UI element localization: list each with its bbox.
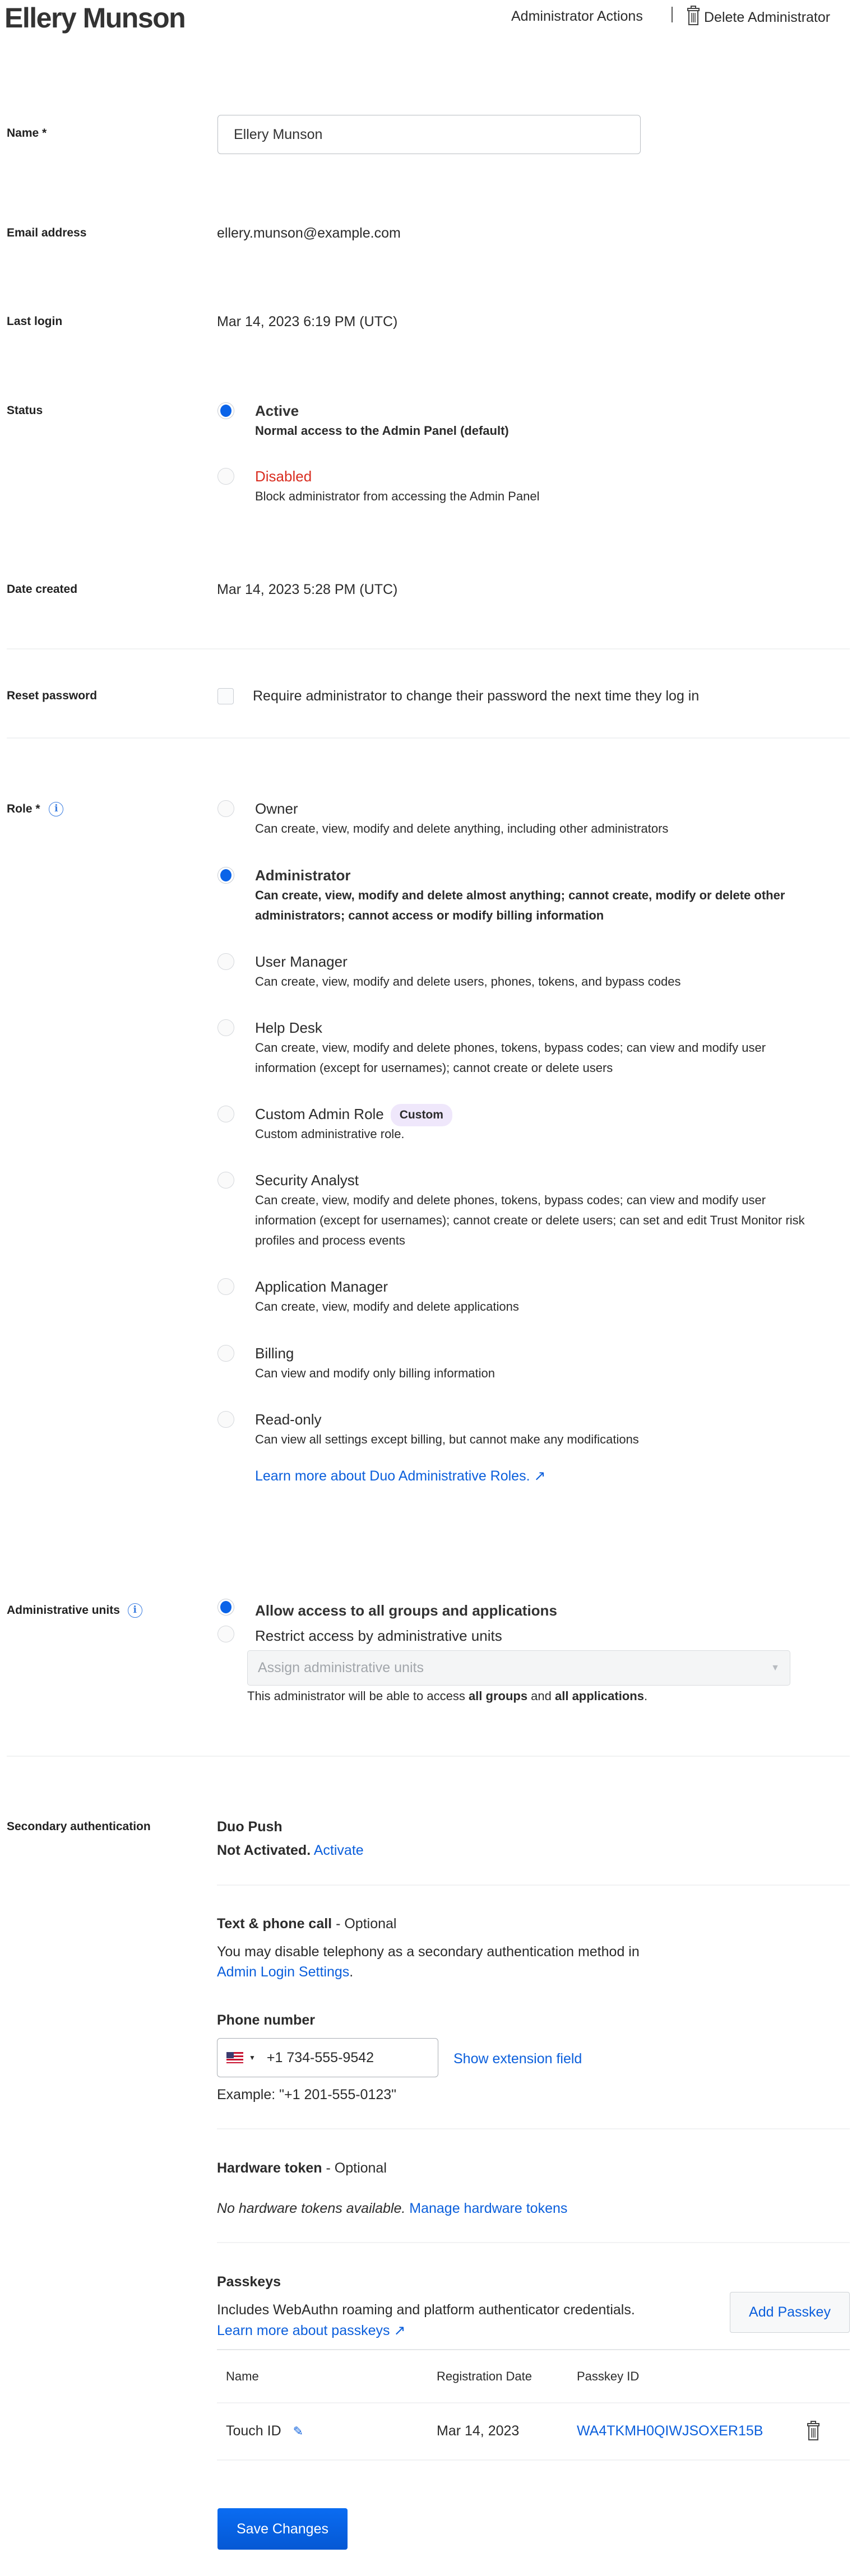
role-desc: Can create, view, modify and delete applications [255, 1299, 519, 1313]
role-desc: Can create, view, modify and delete phones, tokens, bypass codes; can view and modify user information (except for usernames); cannot create or delete users; can set and edit Trust Monitor risk profiles and process events [255, 1193, 805, 1247]
hardware-token-title: Hardware token - Optional [217, 2160, 387, 2176]
radio-disabled[interactable] [217, 468, 234, 485]
phone-example: Example: "+1 201-555-0123" [217, 2087, 397, 2102]
status-disabled-title: Disabled [255, 468, 312, 485]
divider [7, 737, 850, 739]
header-divider [672, 7, 673, 22]
phone-title: Text & phone call - Optional [217, 1916, 397, 1932]
option-restrict-label: Restrict access by administrative units [255, 1627, 502, 1644]
activate-link[interactable]: Activate [313, 1842, 364, 1858]
table-header-passkey-id: Passkey ID [577, 2369, 640, 2383]
table-header-name: Name [226, 2369, 259, 2383]
role-desc: Custom administrative role. [255, 1127, 405, 1141]
duo-push-title: Duo Push [217, 1819, 283, 1835]
role-title [255, 1104, 452, 1126]
passkey-date: Mar 14, 2023 [437, 2423, 520, 2439]
role-desc: Can create, view, modify and delete users, phones, tokens, and bypass codes [255, 974, 681, 988]
role-title: Help Desk [255, 1019, 322, 1036]
manage-hardware-tokens-link[interactable]: Manage hardware tokens [409, 2201, 568, 2216]
role-title: Application Manager [255, 1278, 388, 1295]
chevron-down-icon: ▼ [771, 1663, 780, 1673]
radio-all-groups[interactable] [217, 1599, 234, 1616]
last-login-label: Last login [7, 315, 63, 328]
passkey-name: Touch ID ✎ [226, 2423, 304, 2439]
role-title: User Manager [255, 953, 348, 970]
assign-admin-units-select[interactable] [247, 1650, 790, 1686]
role-title: Owner [255, 800, 298, 817]
role-title: Read-only [255, 1411, 322, 1428]
trash-icon[interactable] [807, 2421, 819, 2444]
duo-push-status: Not Activated. Activate [217, 1842, 364, 1858]
phone-value: +1 734-555-9542 [266, 2049, 374, 2066]
divider [217, 2349, 850, 2350]
pencil-icon[interactable]: ✎ [293, 2424, 304, 2438]
radio-administrator[interactable] [217, 867, 234, 884]
admin-units-label-text: Administrative units [7, 1604, 120, 1617]
role-label [7, 799, 63, 819]
secondary-auth-label: Secondary authentication [7, 1820, 151, 1833]
role-desc: Can view and modify only billing information [255, 1366, 495, 1380]
show-extension-link[interactable]: Show extension field [453, 2051, 582, 2067]
role-desc: Can view all settings except billing, but cannot make any modifications [255, 1432, 639, 1446]
divider [7, 1756, 850, 1757]
last-login-value: Mar 14, 2023 6:19 PM (UTC) [217, 314, 398, 329]
name-label: Name * [7, 127, 47, 140]
status-active-title: Active [255, 402, 299, 419]
passkeys-title: Passkeys [217, 2274, 281, 2290]
divider [217, 2128, 850, 2129]
role-title: Billing [255, 1345, 294, 1362]
email-label: Email address [7, 226, 87, 239]
reset-password-checkbox[interactable] [217, 688, 234, 704]
radio-security-analyst[interactable] [217, 1172, 234, 1189]
table-row [217, 2421, 850, 2441]
admin-units-label [7, 1600, 142, 1621]
page-title: Ellery Munson [4, 2, 186, 34]
select-placeholder: Assign administrative units [258, 1660, 424, 1675]
role-title: Administrator [255, 867, 351, 884]
radio-custom-admin[interactable] [217, 1106, 234, 1122]
custom-badge: Custom [391, 1104, 452, 1126]
external-link-icon: ↗ [534, 1468, 546, 1484]
radio-billing[interactable] [217, 1345, 234, 1362]
info-icon[interactable]: i [49, 802, 63, 816]
info-icon[interactable]: i [128, 1603, 142, 1618]
delete-administrator-label: Delete Administrator [704, 9, 831, 25]
radio-active[interactable] [217, 402, 234, 419]
role-desc: Can create, view, modify and delete almost anything; cannot create, modify or delete other administrators; cannot access or modify billing information [255, 888, 785, 922]
divider [7, 648, 850, 649]
phone-note-link-line: Admin Login Settings. [217, 1964, 354, 1980]
radio-application-manager[interactable] [217, 1278, 234, 1295]
learn-more-roles-link[interactable] [255, 1466, 545, 1486]
role-title-text: Custom Admin Role [255, 1106, 384, 1122]
admin-login-settings-link[interactable]: Admin Login Settings [217, 1964, 350, 1980]
name-input[interactable] [217, 115, 641, 154]
divider [217, 1885, 850, 1886]
hardware-token-status: No hardware tokens available. Manage hardware tokens [217, 2201, 568, 2216]
passkeys-desc: Includes WebAuthn roaming and platform authenticator credentials. [217, 2302, 635, 2318]
radio-restrict[interactable] [217, 1626, 234, 1642]
divider [217, 2459, 850, 2461]
phone-number-label: Phone number [217, 2012, 316, 2028]
reset-password-label: Reset password [7, 689, 98, 702]
phone-number-input[interactable] [217, 2038, 438, 2077]
reset-password-checkbox-label: Require administrator to change their password the next time they log in [253, 688, 700, 704]
radio-read-only[interactable] [217, 1411, 234, 1428]
learn-more-roles-text: Learn more about Duo Administrative Roles. [255, 1468, 530, 1484]
date-created-value: Mar 14, 2023 5:28 PM (UTC) [217, 582, 398, 597]
admin-units-help: This administrator will be able to access all groups and all applications. [247, 1689, 648, 1703]
email-value: ellery.munson@example.com [217, 225, 401, 241]
us-flag-icon[interactable] [226, 2052, 243, 2063]
add-passkey-button[interactable]: Add Passkey [730, 2292, 850, 2333]
table-header-date: Registration Date [437, 2369, 532, 2383]
phone-note: You may disable telephony as a secondary authentication method in [217, 1944, 640, 1960]
date-created-label: Date created [7, 583, 78, 596]
status-active-desc: Normal access to the Admin Panel (default) [255, 424, 509, 438]
save-changes-button[interactable]: Save Changes [217, 2508, 348, 2550]
delete-administrator-button[interactable] [687, 6, 830, 29]
divider [217, 2402, 850, 2403]
role-label-text: Role * [7, 802, 40, 815]
divider [217, 2242, 850, 2243]
learn-more-passkeys-link[interactable]: Learn more about passkeys ↗ [217, 2323, 406, 2338]
status-disabled-desc: Block administrator from accessing the Admin Panel [255, 489, 540, 503]
radio-user-manager[interactable] [217, 953, 234, 970]
role-title: Security Analyst [255, 1172, 359, 1189]
radio-help-desk[interactable] [217, 1019, 234, 1036]
option-all-label: Allow access to all groups and applications [255, 1602, 557, 1619]
radio-owner[interactable] [217, 800, 234, 817]
external-link-icon: ↗ [393, 2323, 406, 2338]
status-label: Status [7, 404, 43, 417]
passkey-id-link[interactable]: WA4TKMH0QIWJSOXER15B [577, 2423, 763, 2439]
administrator-actions-button[interactable]: Administrator Actions [511, 8, 643, 24]
role-desc: Can create, view, modify and delete anything, including other administrators [255, 821, 669, 836]
trash-icon [687, 6, 700, 29]
role-desc: Can create, view, modify and delete phones, tokens, bypass codes; can view and modify user information (except for usernames); cannot create or delete users [255, 1041, 766, 1075]
caret-down-icon[interactable]: ▼ [249, 2054, 256, 2062]
